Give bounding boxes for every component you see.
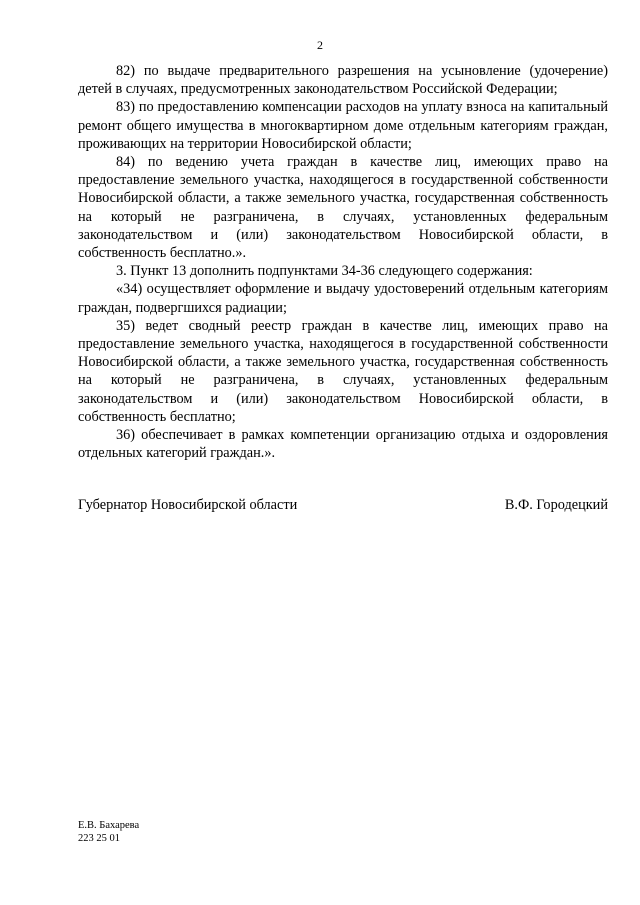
signatory-position: Губернатор Новосибирской области [78,497,298,513]
document-body [78,62,608,462]
paragraph-item-82: 82) по выдаче предварительного разрешения на усыновление (удочерение) детей в случаях, предусмотренных законодательством Российской Федерации; [78,63,608,98]
paragraph-subitem-35: 35) ведет сводный реестр граждан в качестве лиц, имеющих право на предоставление земельного участка, находящегося в государственной собственности Новосибирской области, а также земельного участка, государственная собственность на который не разграничена, в случаях, установленных федеральным законодательством и (или) законодательством Новосибирской области, в собственность бесплатно; [78,317,608,425]
executor-name: Е.В. Бахарева [78,820,140,831]
paragraph-subitem-34: «34) осуществляет оформление и выдачу удостоверений отдельным категориям граждан, подвергшихся радиации; [78,281,608,316]
paragraph-subitem-36: 36) обеспечивает в рамках компетенции организацию отдыха и оздоровления отдельных категорий граждан.». [78,427,608,462]
paragraph-item-83: 83) по предоставлению компенсации расходов на уплату взноса на капитальный ремонт общего имущества в многоквартирном доме отдельным категориям граждан, проживающих на территории Новосибирской области; [78,99,608,152]
page-number: 2 [317,38,323,52]
paragraph-point-3: 3. Пункт 13 дополнить подпунктами 34-36 следующего содержания: [116,263,533,280]
paragraph-item-84: 84) по ведению учета граждан в качестве лиц, имеющих право на предоставление земельного участка, находящегося в государственной собственности Новосибирской области, а также земельного участка, государственная собственность на который не разграничена, в случаях, установленных федеральным законодательством и (или) законодательством Новосибирской области, в собственность бесплатно.». [78,154,608,262]
signatory-name: В.Ф. Городецкий [504,497,608,513]
executor-phone: 223 25 01 [78,833,120,844]
executor-info [78,819,139,845]
